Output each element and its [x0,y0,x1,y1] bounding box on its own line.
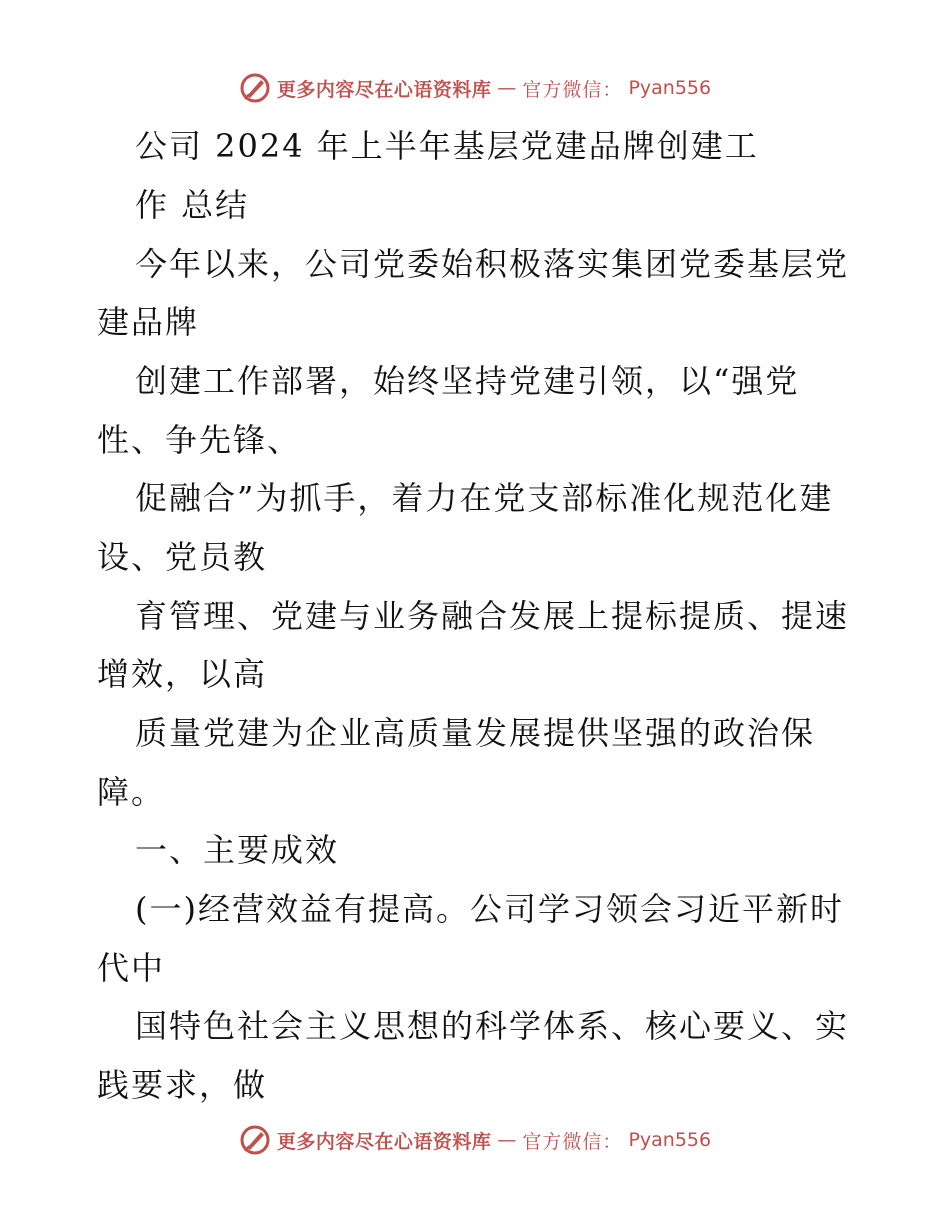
section-heading-1: 一、主要成效 [135,831,340,869]
body-line-8: 增效，以高 [97,655,268,693]
body-line-15: 践要求，做 [97,1066,268,1104]
doc-title-line-2: 作 总结 [135,186,250,224]
body-line-3: 创建工作部署，始终坚持党建引领，以“强党 [135,362,800,400]
body-line-4: 性、争先锋、 [97,421,302,459]
body-line-5: 促融合”为抓手，着力在党支部标准化规范化建 [135,479,834,517]
watermark-wechat-id: Pyan556 [628,77,712,99]
body-line-14: 国特色社会主义思想的科学体系、核心要义、实 [135,1007,850,1045]
watermark-dash: — [497,77,517,99]
watermark-main-text: 更多内容尽在心语资料库 [276,1130,492,1153]
body-line-13: 代中 [97,949,166,987]
body-line-7: 育管理、党建与业务融合发展上提标提质、提速 [135,597,850,635]
body-line-2: 建品牌 [97,303,200,341]
doc-title-line-1: 公司 2024 年上半年基层党建品牌创建工 [135,127,759,165]
body-line-12: (一)经营效益有提高。公司学习领会习近平新时 [135,890,844,928]
body-line-1: 今年以来，公司党委始积极落实集团党委基层党 [135,245,850,283]
quill-logo-icon [239,1124,271,1156]
watermark-main-text: 更多内容尽在心语资料库 [276,78,492,101]
quill-logo-icon [239,72,271,104]
watermark-dash: — [497,1129,517,1151]
body-line-9: 质量党建为企业高质量发展提供坚强的政治保 [135,714,816,752]
watermark-header [0,72,950,104]
watermark-sub-text: 官方微信： [522,78,623,101]
watermark-footer [0,1124,950,1156]
body-line-10: 障。 [97,773,166,811]
watermark-sub-text: 官方微信： [522,1130,623,1153]
watermark-wechat-id: Pyan556 [628,1129,712,1151]
body-line-6: 设、党员教 [97,538,268,576]
